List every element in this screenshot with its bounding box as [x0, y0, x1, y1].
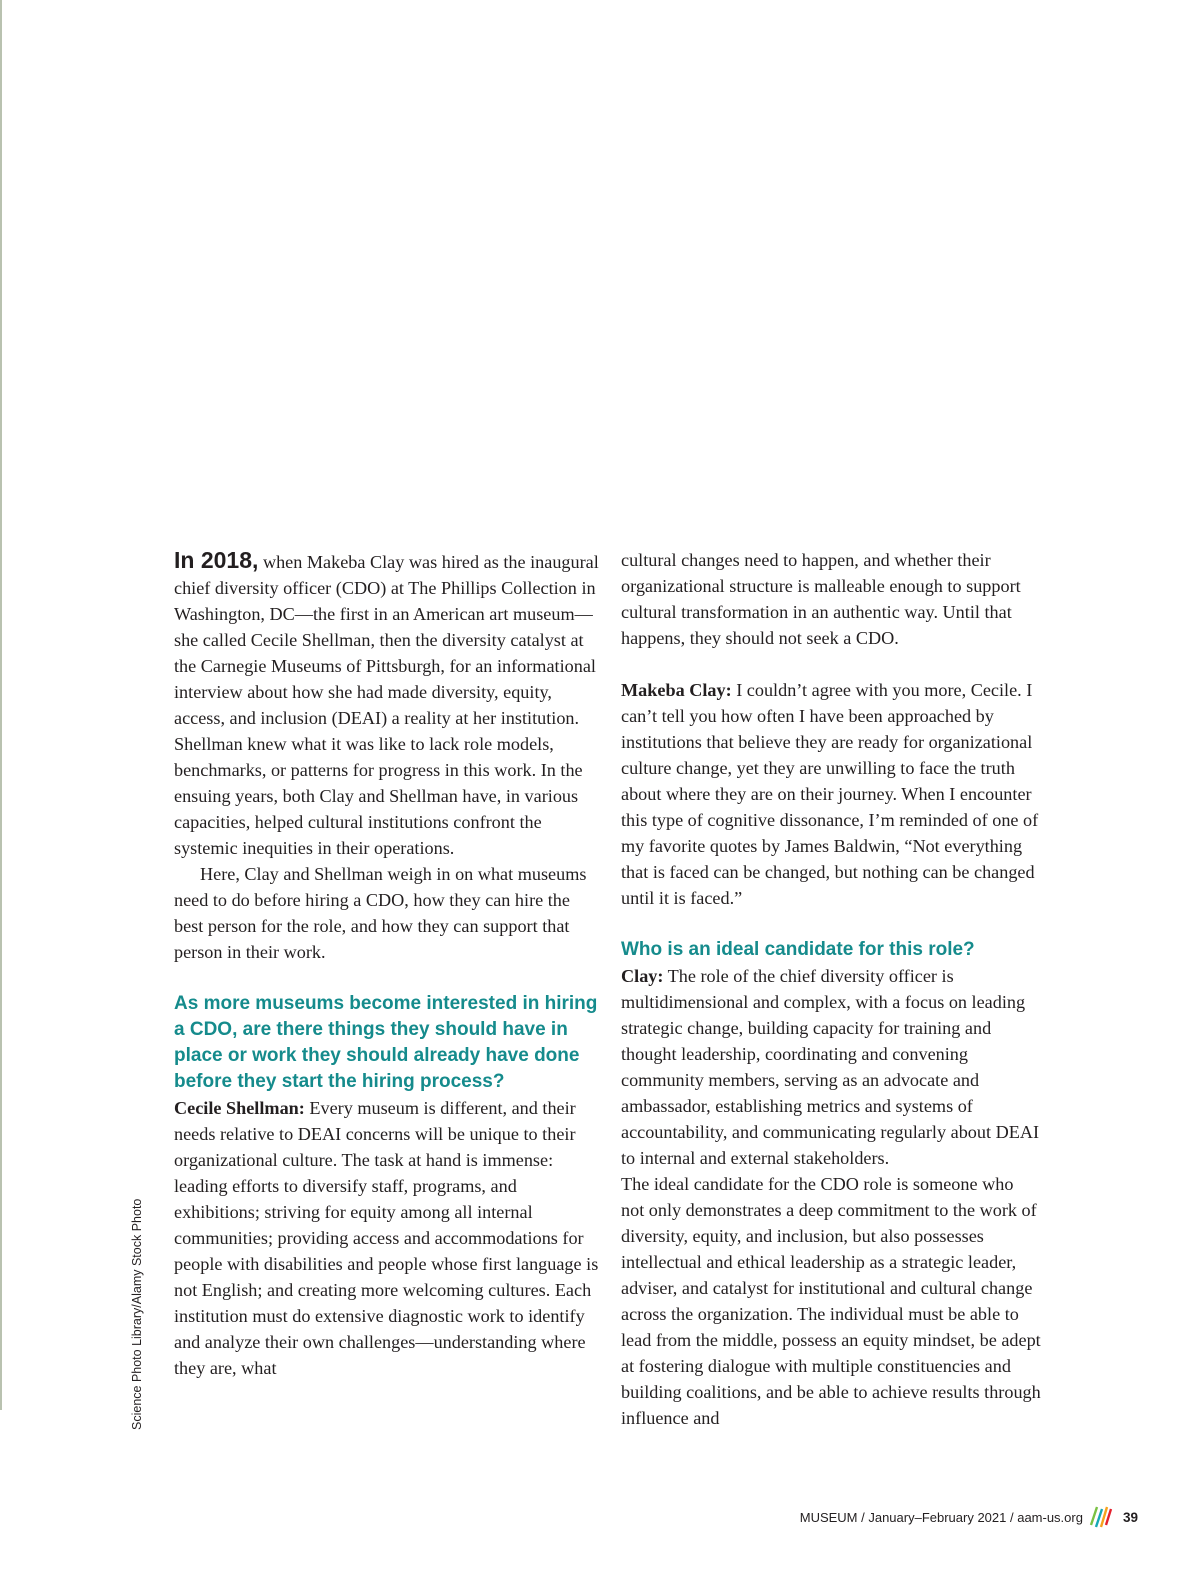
paragraph-gap: [621, 651, 1041, 677]
answer-text: I couldn’t agree with you more, Cecile. I can’t tell you how often I have been approached by institutions that believe they are ready for organizational culture change, yet they are unwilling to face the truth about where they are on their journey. When I encounter this type of cognitive dissonance, I’m reminded of one of my favorite quotes by James Baldwin, “Not everything that is faced can be changed, but nothing can be changed until it is faced.”: [621, 680, 1039, 908]
body-paragraph: Here, Clay and Shellman weigh in on what museums need to do before hiring a CDO, how they can hire the best person for the role, and how they can support that person in their work.: [174, 864, 587, 962]
page-number: 39: [1122, 1510, 1138, 1525]
question-heading: Who is an ideal candidate for this role?: [621, 939, 975, 960]
answer-text: The role of the chief diversity officer is multidimensional and complex, with a focus on leading strategic change, building capacity for training and thought leadership, coordinating and convening community members, serving as an advocate and ambassador, establishing metrics and systems of accountability, and communicating regularly about DEAI to internal and external stakeholders.: [621, 966, 1040, 1168]
intro-paragraph: [174, 547, 599, 861]
left-column: [174, 547, 599, 1381]
footer-text: MUSEUM / January–February 2021 / aam-us.org: [799, 1510, 1083, 1525]
answer-paragraph: [621, 963, 1041, 1171]
answer-text: Every museum is different, and their needs relative to DEAI concerns will be unique to their organizational culture. The task at hand is immense: leading efforts to diversify staff, programs, and exhibitions; striving for equity among all internal communities; providing access and accommodations for people with disabilities and people whose first language is not English; and creating more welcoming cultures. Each institution must do extensive diagnostic work to identify and analyze their own challenges—understanding where they are, what: [174, 1098, 599, 1378]
body-paragraph: cultural changes need to happen, and whether their organizational structure is malleable enough to support cultural transformation in an authentic way. Until that happens, they should not seek a CDO.: [621, 550, 1021, 648]
speaker-name: Clay:: [621, 966, 664, 986]
speaker-name: Cecile Shellman:: [174, 1098, 305, 1118]
answer-paragraph: [621, 677, 1041, 911]
speaker-name: Makeba Clay:: [621, 680, 732, 700]
answer-paragraph: [174, 1095, 599, 1381]
right-column: [621, 547, 1041, 1431]
lead-in: In 2018,: [174, 547, 259, 573]
photo-credit: Science Photo Library/Alamy Stock Photo: [130, 1198, 144, 1430]
aam-stripes-logo-icon: [1089, 1503, 1113, 1532]
photo-area: [2, 0, 1200, 520]
body-paragraph: The ideal candidate for the CDO role is someone who not only demonstrates a deep commitment to the work of diversity, equity, and inclusion, but also possesses intellectual and ethical leadership as a strategic leader, adviser, and catalyst for institutional and cultural change across the organization. The individual must be able to lead from the middle, possess an equity mindset, be adept at fostering dialogue with multiple constituencies and building coalitions, and be able to achieve results through influence and: [621, 1174, 1041, 1428]
question-heading: As more museums become interested in hiring a CDO, are there things they should have in place or work they should already have done before they start the hiring process?: [174, 993, 598, 1092]
page-footer: [800, 1503, 1138, 1532]
intro-text: when Makeba Clay was hired as the inaugural chief diversity officer (CDO) at The Phillips Collection in Washington, DC—the first in an American art museum—she called Cecile Shellman, then the diversity catalyst at the Carnegie Museums of Pittsburgh, for an informational interview about how she had made diversity, equity, access, and inclusion (DEAI) a reality at her institution. Shellman knew what it was like to lack role models, benchmarks, or patterns for progress in this work. In the ensuing years, both Clay and Shellman have, in various capacities, helped cultural institutions confront the systemic inequities in their operations.: [174, 552, 599, 858]
